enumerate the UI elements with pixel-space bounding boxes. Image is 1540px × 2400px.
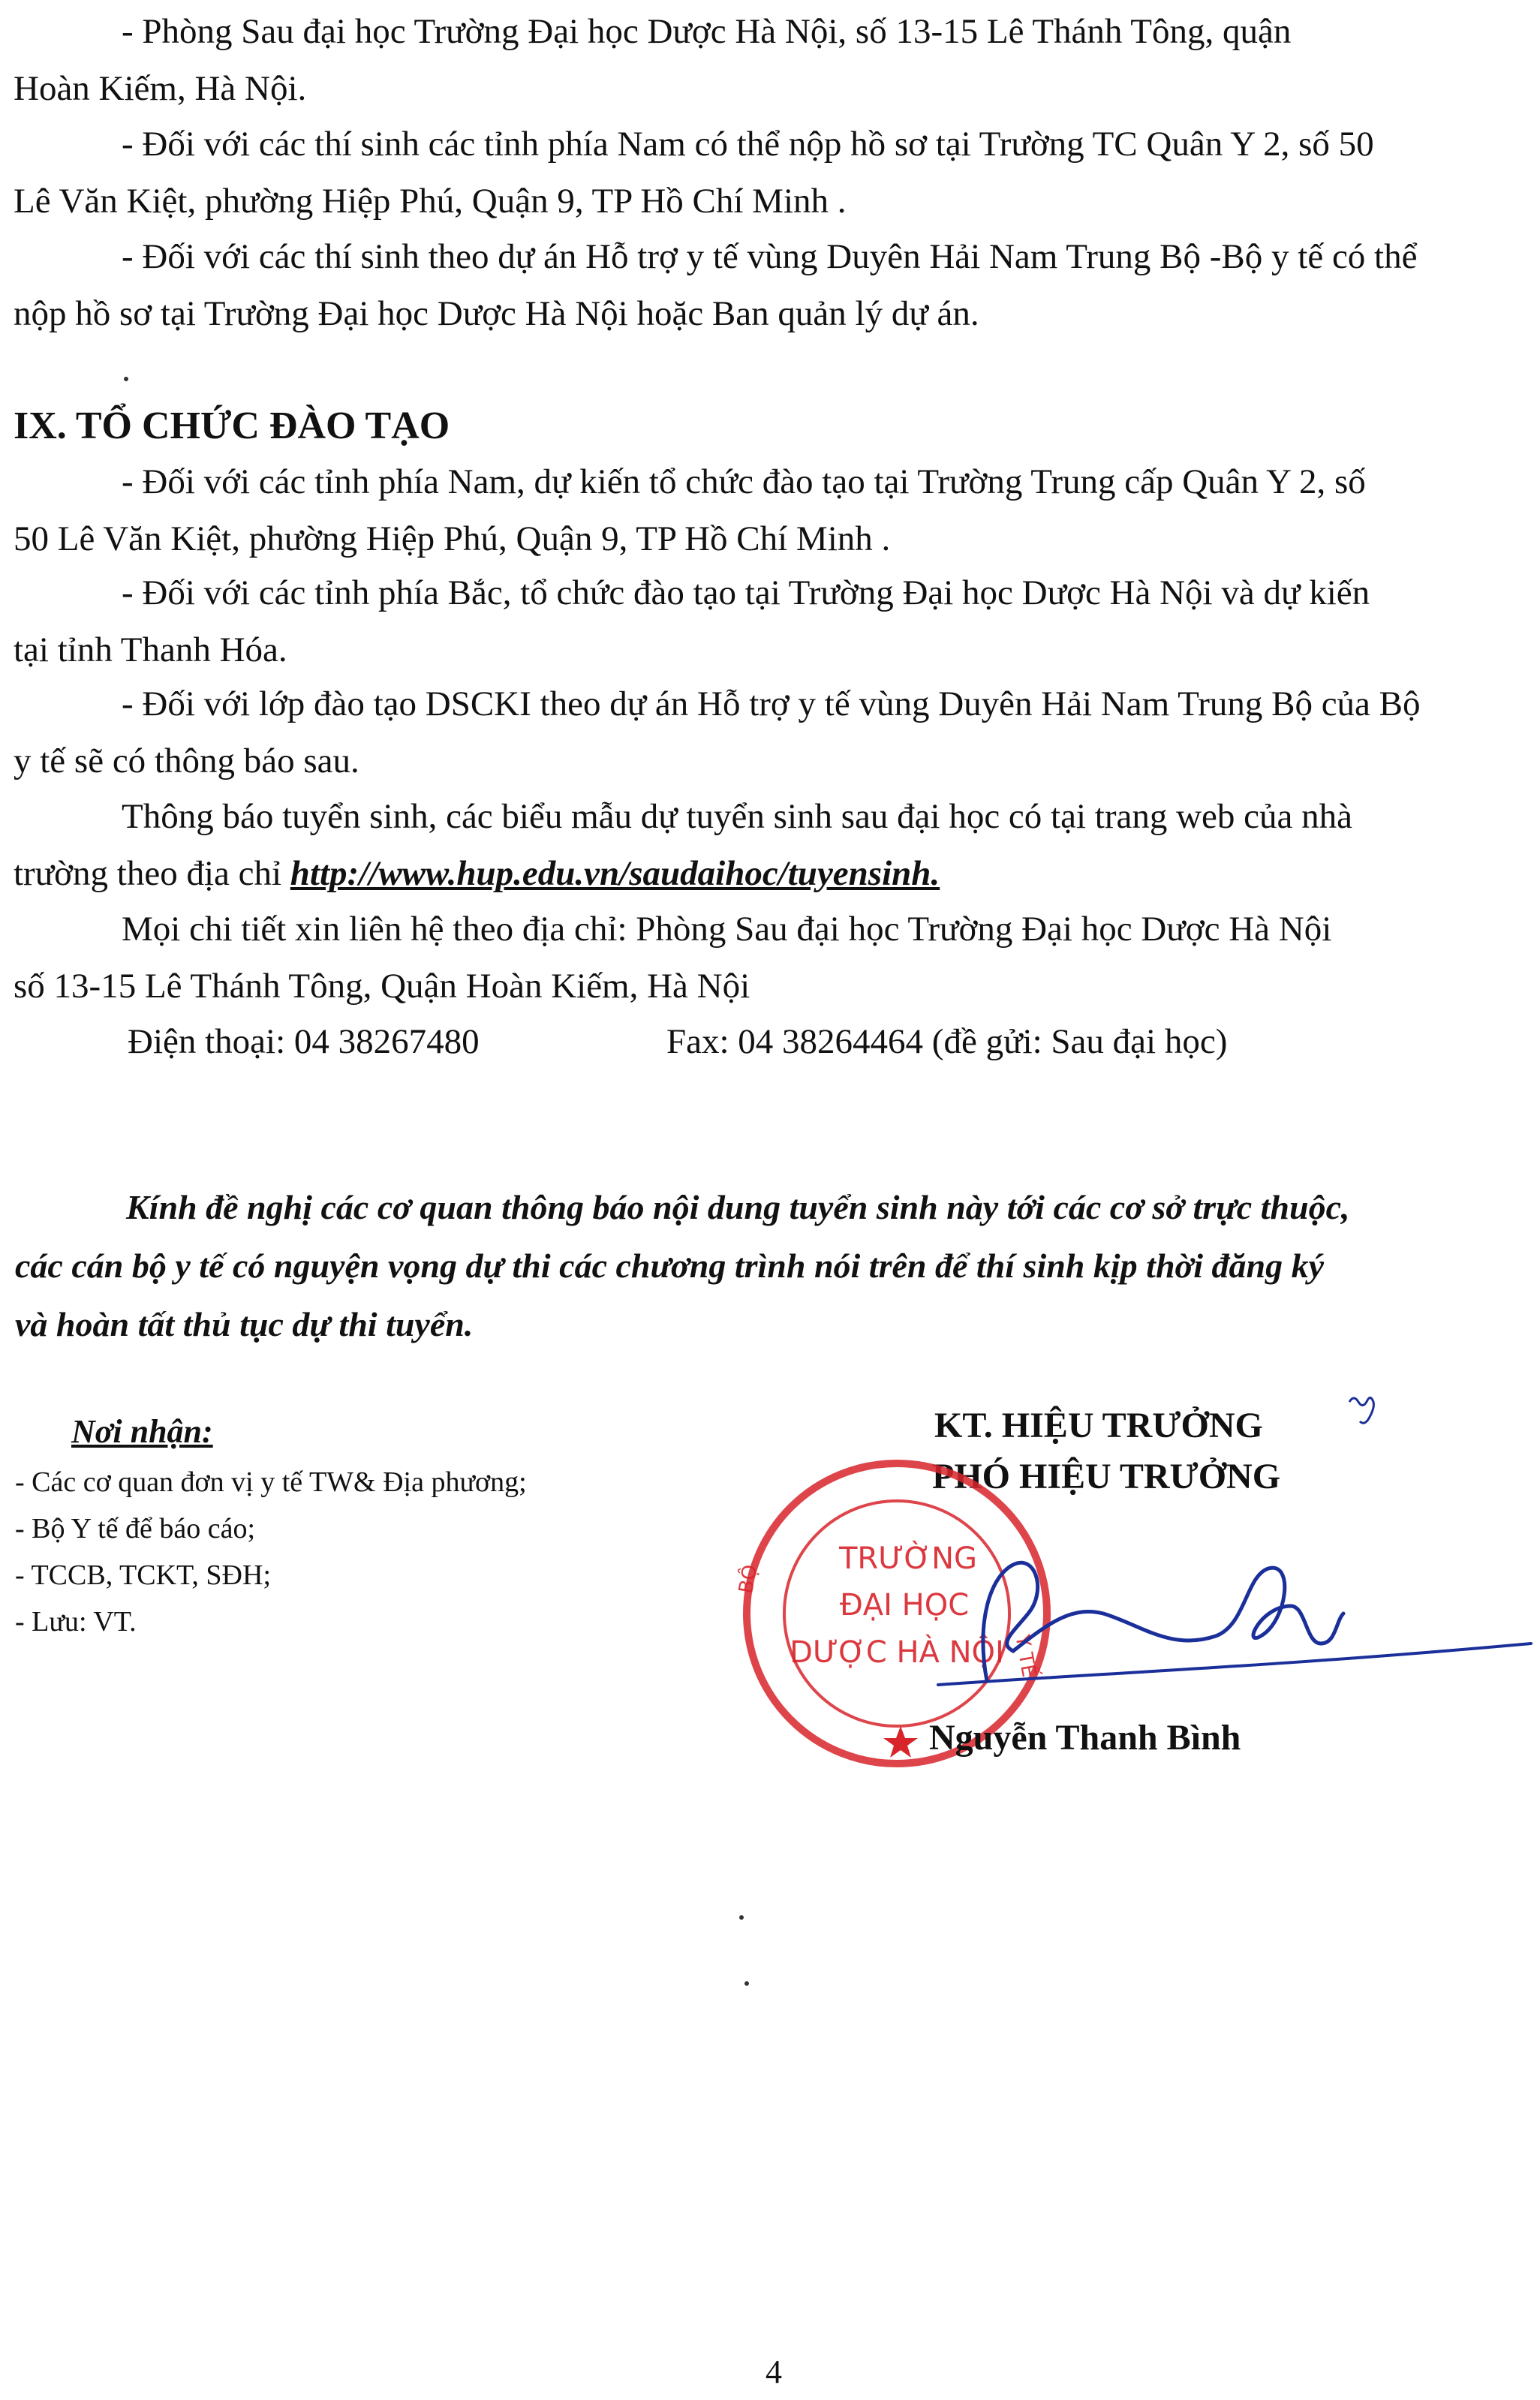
para-thong-bao-line1: Thông báo tuyển sinh, các biểu mẫu dự tuyển sinh sau đại học có tại trang web của nhà xyxy=(122,797,1352,836)
fax-number: Fax: 04 38264464 (đề gửi: Sau đại học) xyxy=(666,1022,1228,1061)
signature-title-kt: KT. HIỆU TRƯỞNG xyxy=(934,1406,1263,1445)
recipient-item: - Các cơ quan đơn vị y tế TW& Địa phương; xyxy=(15,1466,527,1498)
para-du-an-line1: - Đối với các thí sinh theo dự án Hỗ trợ y tế vùng Duyên Hải Nam Trung Bộ -Bộ y tế có thể xyxy=(122,237,1418,276)
stamp-star-icon xyxy=(883,1726,918,1758)
para-dao-tao-bac-line2: tại tỉnh Thanh Hóa. xyxy=(14,630,287,669)
scan-speck xyxy=(744,1981,749,1986)
initials-mark xyxy=(1343,1388,1388,1433)
website-link[interactable]: http://www.hup.edu.vn/saudaihoc/tuyensinh. xyxy=(290,854,940,893)
page-number: 4 xyxy=(765,2353,782,2390)
scan-speck xyxy=(124,377,128,381)
stamp-line3: DƯỢC HÀ NỘI xyxy=(790,1635,1004,1670)
signer-name: Nguyễn Thanh Bình xyxy=(929,1718,1241,1758)
closing-line2: các cán bộ y tế có nguyện vọng dự thi các chương trình nói trên để thí sinh kịp thời đăng ký xyxy=(15,1247,1325,1285)
section-heading-ix: IX. TỔ CHỨC ĐÀO TẠO xyxy=(14,405,450,447)
recipients-title: Nơi nhận: xyxy=(71,1413,213,1450)
para-tinh-phia-nam-line2: Lê Văn Kiệt, phường Hiệp Phú, Quận 9, TP Hồ Chí Minh . xyxy=(14,182,847,221)
para-phong-sdh-line2: Hoàn Kiếm, Hà Nội. xyxy=(14,69,307,108)
stamp-ring-right: Y TẾ xyxy=(1010,1633,1040,1679)
signature-title-pho: PHÓ HIỆU TRƯỞNG xyxy=(932,1457,1281,1496)
para-dscki-line1: - Đối với lớp đào tạo DSCKI theo dự án Hỗ trợ y tế vùng Duyên Hải Nam Trung Bộ của Bộ xyxy=(122,684,1421,723)
recipient-item: - Lưu: VT. xyxy=(15,1606,137,1638)
para-tinh-phia-nam-line1: - Đối với các thí sinh các tỉnh phía Nam có thể nộp hồ sơ tại Trường TC Quân Y 2, số 50 xyxy=(122,125,1374,164)
para-lien-he-line2: số 13-15 Lê Thánh Tông, Quận Hoàn Kiếm, Hà Nội xyxy=(14,967,750,1006)
stamp-ring-left: BỘ xyxy=(735,1562,762,1595)
recipients-list xyxy=(15,1459,527,1645)
phone-number: Điện thoại: 04 38267480 xyxy=(128,1022,480,1061)
recipient-item: - TCCB, TCKT, SĐH; xyxy=(15,1559,271,1591)
para-thong-bao-line2 xyxy=(14,851,940,896)
para-phong-sdh-line1: - Phòng Sau đại học Trường Đại học Dược Hà Nội, số 13-15 Lê Thánh Tông, quận xyxy=(122,12,1292,51)
para-lien-he-line1: Mọi chi tiết xin liên hệ theo địa chỉ: Phòng Sau đại học Trường Đại học Dược Hà Nội xyxy=(122,910,1332,949)
url-prefix: trường theo địa chỉ xyxy=(14,854,290,893)
handwritten-signature xyxy=(946,1531,1531,1719)
recipient-item: - Bộ Y tế để báo cáo; xyxy=(15,1513,256,1544)
stamp-line1: TRƯỜNG xyxy=(839,1541,977,1576)
para-dao-tao-bac-line1: - Đối với các tỉnh phía Bắc, tổ chức đào tạo tại Trường Đại học Dược Hà Nội và dự kiến xyxy=(122,573,1370,612)
para-du-an-line2: nộp hồ sơ tại Trường Đại học Dược Hà Nội hoặc Ban quản lý dự án. xyxy=(14,294,979,333)
para-dscki-line2: y tế sẽ có thông báo sau. xyxy=(14,741,359,780)
closing-line1: Kính đề nghị các cơ quan thông báo nội dung tuyển sinh này tới các cơ sở trực thuộc, xyxy=(126,1188,1350,1226)
para-dao-tao-nam-line1: - Đối với các tỉnh phía Nam, dự kiến tổ chức đào tạo tại Trường Trung cấp Quân Y 2, số xyxy=(122,462,1366,501)
scan-speck xyxy=(739,1915,744,1920)
stamp-line2: ĐẠI HỌC xyxy=(839,1588,970,1623)
para-dao-tao-nam-line2: 50 Lê Văn Kiệt, phường Hiệp Phú, Quận 9, TP Hồ Chí Minh . xyxy=(14,519,891,558)
closing-line3: và hoàn tất thủ tục dự thi tuyển. xyxy=(15,1305,474,1343)
